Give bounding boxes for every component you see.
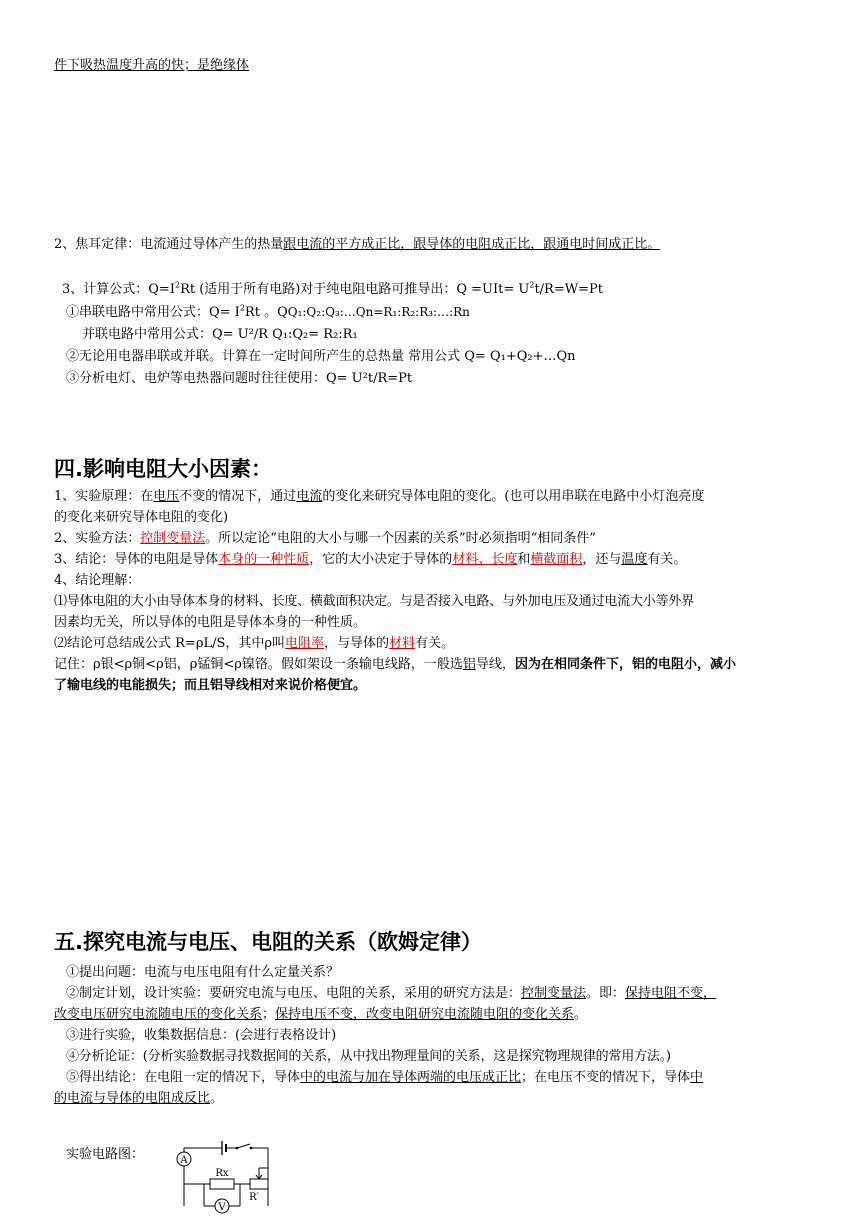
parallel-formula bbox=[82, 324, 860, 345]
step2-c: ； bbox=[262, 1007, 276, 1022]
step5-b: ；在电压不变的情况下，导体 bbox=[521, 1070, 691, 1085]
item3-area: 横截面积 bbox=[530, 552, 583, 567]
item4-2-a: ⑵结论可总结成公式 R=ρL/S，其中ρ叫 bbox=[54, 636, 286, 651]
item1-line1 bbox=[54, 486, 814, 507]
formula-end: t/R=W=Pt bbox=[534, 282, 603, 297]
item4-1-line2: 因素均无关，所以导体的电阻是导体本身的一种性质。 bbox=[54, 615, 367, 630]
item3-d: ，还与 bbox=[582, 552, 622, 567]
step2-line2 bbox=[54, 1004, 816, 1025]
section5-title: 五.探究电流与电压、电阻的关系（欧姆定律） bbox=[54, 930, 482, 954]
section4-title: 四.影响电阻大小因素： bbox=[54, 457, 272, 481]
step5-c: 。 bbox=[210, 1091, 224, 1106]
item3-material-length: 材料、长度 bbox=[452, 552, 518, 567]
step5-zhong: 中 bbox=[690, 1070, 704, 1085]
joule-law-statement: 跟电流的平方成正比，跟导体的电阻成正比，跟通电时间成正比。 bbox=[283, 237, 661, 252]
section4-heading bbox=[54, 455, 860, 483]
formula-sup2: 2 bbox=[529, 280, 535, 290]
item4-line: 4、结论理解： bbox=[54, 573, 141, 588]
total-heat bbox=[66, 346, 860, 367]
continued-line bbox=[54, 55, 860, 76]
step3: ③进行实验，收集数据信息：(会进行表格设计) bbox=[66, 1028, 337, 1043]
section5-body bbox=[54, 962, 816, 1109]
joule-law bbox=[54, 234, 860, 255]
item1-b: 不变的情况下，通过 bbox=[179, 489, 297, 504]
formula-sup: 2 bbox=[174, 280, 181, 290]
formula-prefix: 3、计算公式：Q=I bbox=[62, 282, 175, 297]
switch-lever bbox=[237, 1144, 250, 1148]
note-b: 导线， bbox=[475, 657, 515, 672]
item2-b: 。所以定论“电阻的大小与哪一个因素的关系”时必须指明“相同条件” bbox=[205, 531, 596, 546]
step1: ①提出问题：电流与电压电阻有什么定量关系？ bbox=[66, 965, 340, 980]
step2-a: ②制定计划，设计实验：要研究电流与电压、电阻的关系，采用的研究方法是： bbox=[66, 986, 522, 1001]
series-sup: 2 bbox=[239, 303, 245, 313]
resistor-rx bbox=[210, 1179, 234, 1189]
step2-d: 。 bbox=[574, 1007, 588, 1022]
resistor-label: Rx bbox=[215, 1168, 229, 1179]
step2-b: 。即： bbox=[586, 986, 626, 1001]
item4-2-c: 有关。 bbox=[415, 636, 455, 651]
item2-a: 2、实验方法： bbox=[54, 531, 141, 546]
rheostat bbox=[250, 1179, 268, 1189]
step2-keep-voltage: 保持电压不变，改变电阻研究电流随电阻的变化关系 bbox=[275, 1007, 575, 1022]
note-line2: 了输电线的电能损失；而且铝导线相对来说价格便宜。 bbox=[54, 678, 367, 693]
item2-line bbox=[54, 528, 814, 549]
step5-a: ⑤得出结论：在电阻一定的情况下，导体 bbox=[66, 1070, 301, 1085]
step2-method: 控制变量法 bbox=[521, 986, 587, 1001]
section4-body bbox=[54, 486, 814, 696]
item3-property: 本身的一种性质 bbox=[218, 552, 310, 567]
parallel-text: 并联电路中常用公式：Q= U²/R Q₁:Q₂= R₂:R₁ bbox=[82, 327, 358, 342]
rheostat-label: R′ bbox=[249, 1192, 259, 1203]
item1-current: 电流 bbox=[296, 489, 323, 504]
series-ratio: Q₁:Q₂:Q₃:…Qn=R₁:R₂:R₃:…:Rn bbox=[287, 305, 470, 319]
item2-method: 控制变量法 bbox=[140, 531, 206, 546]
item1-a: 1、实验原理：在 bbox=[54, 489, 154, 504]
step4: ④分析论证：(分析实验数据寻找数据间的关系，从中找出物理量间的关系，这是探究物理规律的常用方法。) bbox=[66, 1049, 671, 1064]
item3-line bbox=[54, 549, 814, 570]
note-line1 bbox=[54, 654, 814, 675]
voltmeter-label: V bbox=[218, 1202, 226, 1213]
formula-rest: Rt (适用于所有电路)对于纯电阻电路可推导出：Q =UIt= U bbox=[180, 282, 530, 297]
item1-c: 的变化来研究导体电阻的变化。(也可以用串联在电路中小灯泡亮度 bbox=[322, 489, 705, 504]
note-bold1: 因为在相同条件下，铝的电阻小，减小 bbox=[514, 657, 736, 672]
section5-heading bbox=[54, 928, 860, 956]
circuit-diagram bbox=[170, 1138, 280, 1214]
step5-inverse: 的电流与导体的电阻成反比 bbox=[54, 1091, 211, 1106]
series-prefix: ①串联电路中常用公式：Q= I bbox=[66, 305, 240, 320]
heater-text: ③分析电灯、电炉等电热器问题时往往使用：Q= U²t/R=Pt bbox=[66, 371, 413, 386]
series-rest: Rt 。Q bbox=[244, 305, 288, 320]
item3-c: 和 bbox=[517, 552, 531, 567]
step5-proportional: 中的电流与加在导体两端的电压成正比 bbox=[300, 1070, 522, 1085]
continued-text: 件下吸热温度升高的快；是绝缘体 bbox=[54, 58, 250, 73]
item3-temperature: 温度 bbox=[621, 552, 648, 567]
item4-2-material: 材料 bbox=[389, 636, 416, 651]
item4-2-line bbox=[54, 633, 814, 654]
note-aluminum: 铝 bbox=[462, 657, 476, 672]
step5-line2 bbox=[54, 1088, 816, 1109]
item4-2-resistivity: 电阻率 bbox=[285, 636, 325, 651]
item1-voltage: 电压 bbox=[153, 489, 180, 504]
joule-law-prefix: 2、焦耳定律：电流通过导体产生的热量 bbox=[54, 237, 284, 252]
item3-b: ，它的大小决定于导体的 bbox=[309, 552, 453, 567]
step2-keep-resistance: 保持电阻不变， bbox=[625, 986, 717, 1001]
circuit-label: 实验电路图： bbox=[66, 1147, 145, 1162]
step2-line1 bbox=[66, 983, 816, 1004]
step5-line1 bbox=[66, 1067, 816, 1088]
joule-formula bbox=[62, 279, 860, 300]
item4-2-b: ，与导体的 bbox=[324, 636, 390, 651]
ammeter-label: A bbox=[180, 1155, 188, 1166]
item1-line2: 的变化来研究导体电阻的变化) bbox=[54, 510, 229, 525]
step2-vary-voltage: 改变电压研究电流随电压的变化关系 bbox=[54, 1007, 263, 1022]
series-formula bbox=[66, 302, 860, 323]
heater-formula bbox=[66, 368, 860, 389]
item3-a: 3、结论：导体的电阻是导体 bbox=[54, 552, 219, 567]
item3-e: 有关。 bbox=[647, 552, 687, 567]
item4-1-line1: ⑴导体电阻的大小由导体本身的材料、长度、横截面积决定。与是否接入电路、与外加电压及通过电流大小等外界 bbox=[54, 594, 695, 609]
total-heat-text: ②无论用电器串联或并联。计算在一定时间所产生的总热量 常用公式 Q= Q₁+Q₂+…Qn bbox=[66, 349, 576, 364]
note-a: 记住：ρ银<ρ铜<ρ铝，ρ锰铜<ρ镍铬。假如架设一条输电线路，一般选 bbox=[54, 657, 463, 672]
